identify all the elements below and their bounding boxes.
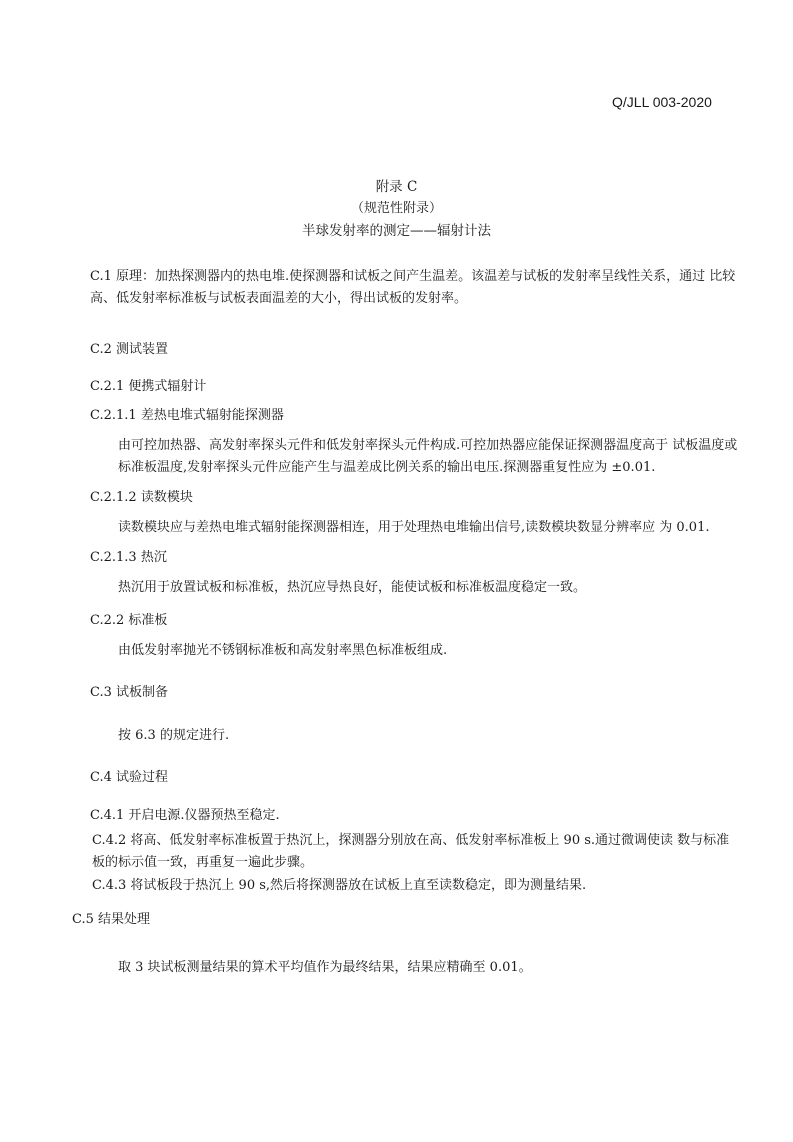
section-c3-text: 按 6.3 的规定进行. — [118, 728, 230, 743]
section-c213-heading: C.2.1.3 热沉 — [90, 550, 167, 565]
annex-title: 半球发射率的测定——辐射计法 — [302, 223, 491, 239]
section-c22-heading: C.2.2 标准板 — [90, 613, 168, 628]
document-code: Q/JLL 003-2020 — [612, 94, 712, 110]
section-c5-heading: C.5 结果处理 — [72, 912, 151, 927]
section-c3-heading: C.3 试板制备 — [90, 685, 169, 700]
section-c211-text: 由可控加热器、高发射率探头元件和低发射率探头元件构成.可控加热器应能保证探测器温度高于 试板温度或标准板温度,发射率探头元件应能产生与温差成比例关系的输出电压.探测器重复性应为 ±0.01. — [118, 438, 738, 475]
section-c1-principle: C.1 原理：加热探测器内的热电堆.使探测器和试板之间产生温差。该温差与试板的发射率呈线性关系，通过 比较高、低发射率标准板与试板表面温差的大小，得出试板的发射率。 — [90, 269, 736, 306]
section-c5-text: 取 3 块试板测量结果的算术平均值作为最终结果，结果应精确至 0.01。 — [118, 960, 532, 975]
section-c41-text: C.4.1 开启电源.仪器预热至稳定. — [90, 808, 280, 823]
section-c2-heading: C.2 测试装置 — [90, 342, 169, 357]
annex-type: （规范性附录） — [350, 201, 442, 216]
annex-label: 附录 C — [375, 179, 418, 195]
section-c21-heading: C.2.1 便携式辐射计 — [90, 379, 207, 394]
section-c22-text: 由低发射率抛光不锈钢标准板和高发射率黑色标准板组成. — [118, 643, 448, 658]
section-c211-heading: C.2.1.1 差热电堆式辐射能探测器 — [90, 408, 284, 423]
section-c42-text: C.4.2 将高、低发射率标准板置于热沉上，探测器分别放在高、低发射率标准板上 90 s.通过微调使读 数与标准板的标示值一致，再重复一遍此步骤。 — [92, 833, 730, 870]
section-c4-heading: C.4 试验过程 — [90, 770, 169, 785]
section-c213-text: 热沉用于放置试板和标准板，热沉应导热良好，能使试板和标准板温度稳定一致。 — [118, 580, 587, 595]
section-c212-heading: C.2.1.2 读数模块 — [90, 490, 193, 505]
section-c43-text: C.4.3 将试板段于热沉上 90 s,然后将探测器放在试板上直至读数稳定，即为测量结果. — [92, 878, 587, 893]
section-c212-text: 读数模块应与差热电堆式辐射能探测器相连，用于处理热电堆输出信号,读数模块数显分辨率应 为 0.01. — [118, 520, 710, 535]
